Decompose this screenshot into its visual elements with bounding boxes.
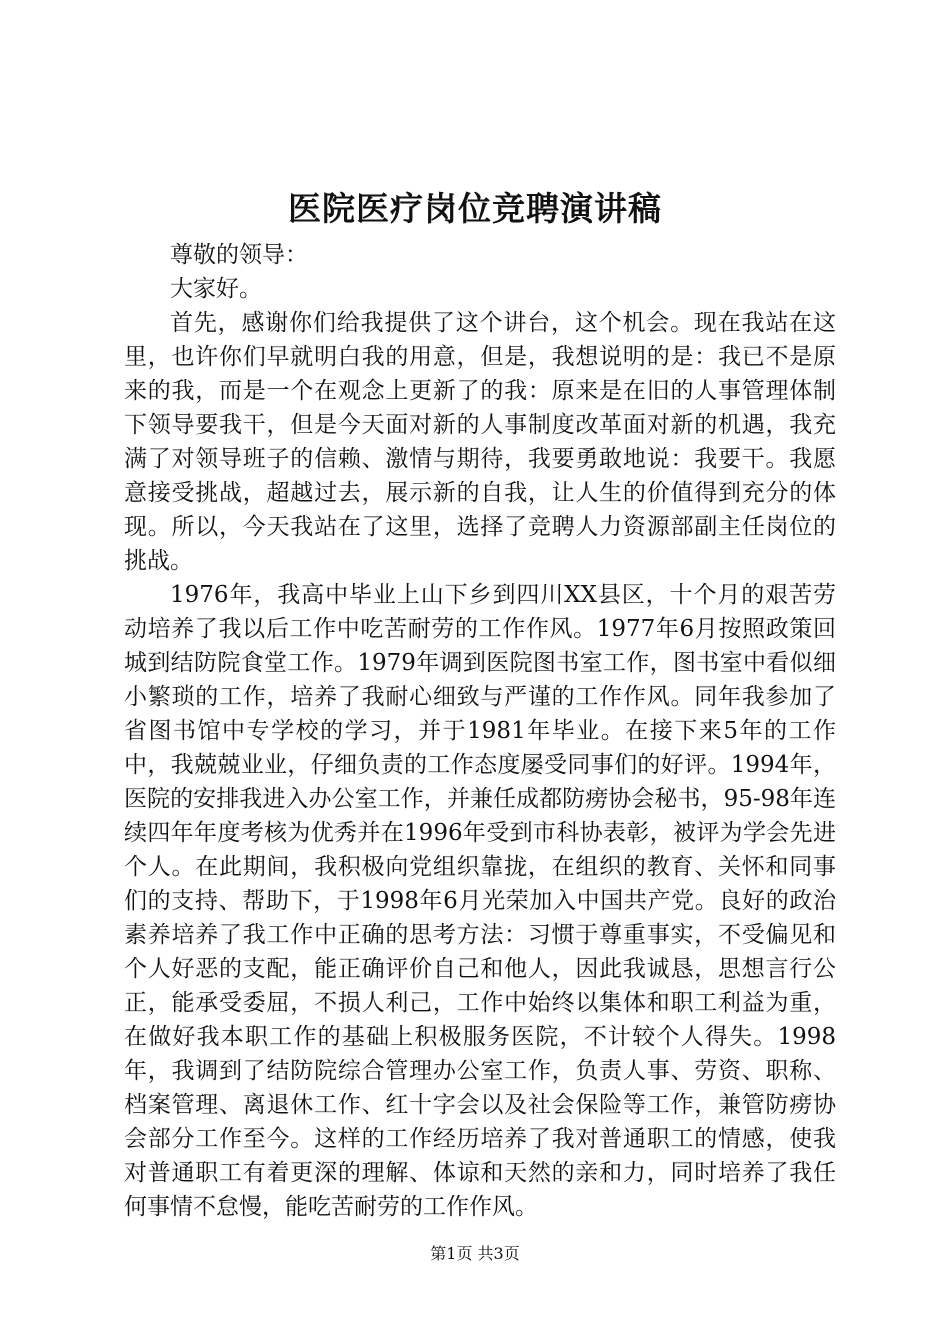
intro-paragraph: 首先，感谢你们给我提供了这个讲台，这个机会。现在我站在这里，也许你们早就明白我的用意，但是，我想说明的是：我已不是原来的我，而是一个在观念上更新了的我：原来是在旧的人事管理体制下领导要我干，但是今天面对新的人事制度改革面对新的机遇，我充满了对领导班子的信赖、激情与期待，我要勇敢地说：我要干。我愿意接受挑战，超越过去，展示新的自我，让人生的价值得到充分的体现。所以，今天我站在了这里，选择了竞聘人力资源部副主任岗位的挑战。 xyxy=(124,310,836,574)
document-body xyxy=(124,238,836,1224)
document-title: 医院医疗岗位竞聘演讲稿 xyxy=(288,189,662,228)
salutation-paragraph: 尊敬的领导： xyxy=(170,242,308,268)
experience-paragraph: 1976年，我高中毕业上山下乡到四川XX县区，十个月的艰苦劳动培养了我以后工作中吃苦耐劳的工作作风。1977年6月按照政策回城到结防院食堂工作。1979年调到医院图书室工作，图书室中看似细小繁琐的工作，培养了我耐心细致与严谨的工作作风。同年我参加了省图书馆中专学校的学习，并于1981年毕业。在接下来5年的工作中，我兢兢业业，仔细负责的工作态度屡受同事们的好评。1994年，医院的安排我进入办公室工作，并兼任成都防痨协会秘书，95-98年连续四年年度考核为优秀并在1996年受到市科协表彰，被评为学会先进个人。在此期间，我积极向党组织靠拢，在组织的教育、关怀和同事们的支持、帮助下，于1998年6月光荣加入中国共产党。良好的政治素养培养了我工作中正确的思考方法：习惯于尊重事实，不受偏见和个人好恶的支配，能正确评价自己和他人，因此我诚恳，思想言行公正，能承受委屈，不损人利己，工作中始终以集体和职工利益为重，在做好我本职工作的基础上积极服务医院，不计较个人得失。1998年，我调到了结防院综合管理办公室工作，负责人事、劳资、职称、档案管理、离退休工作、红十字会以及社会保险等工作，兼管防痨协会部分工作至今。这样的工作经历培养了我对普通职工的情感，使我对普通职工有着更深的理解、体谅和天然的亲和力，同时培养了我任何事情不怠慢，能吃苦耐劳的工作作风。 xyxy=(124,582,836,1220)
greeting-paragraph: 大家好。 xyxy=(170,276,262,302)
page-number-footer: 第1页 共3页 xyxy=(430,1244,520,1263)
